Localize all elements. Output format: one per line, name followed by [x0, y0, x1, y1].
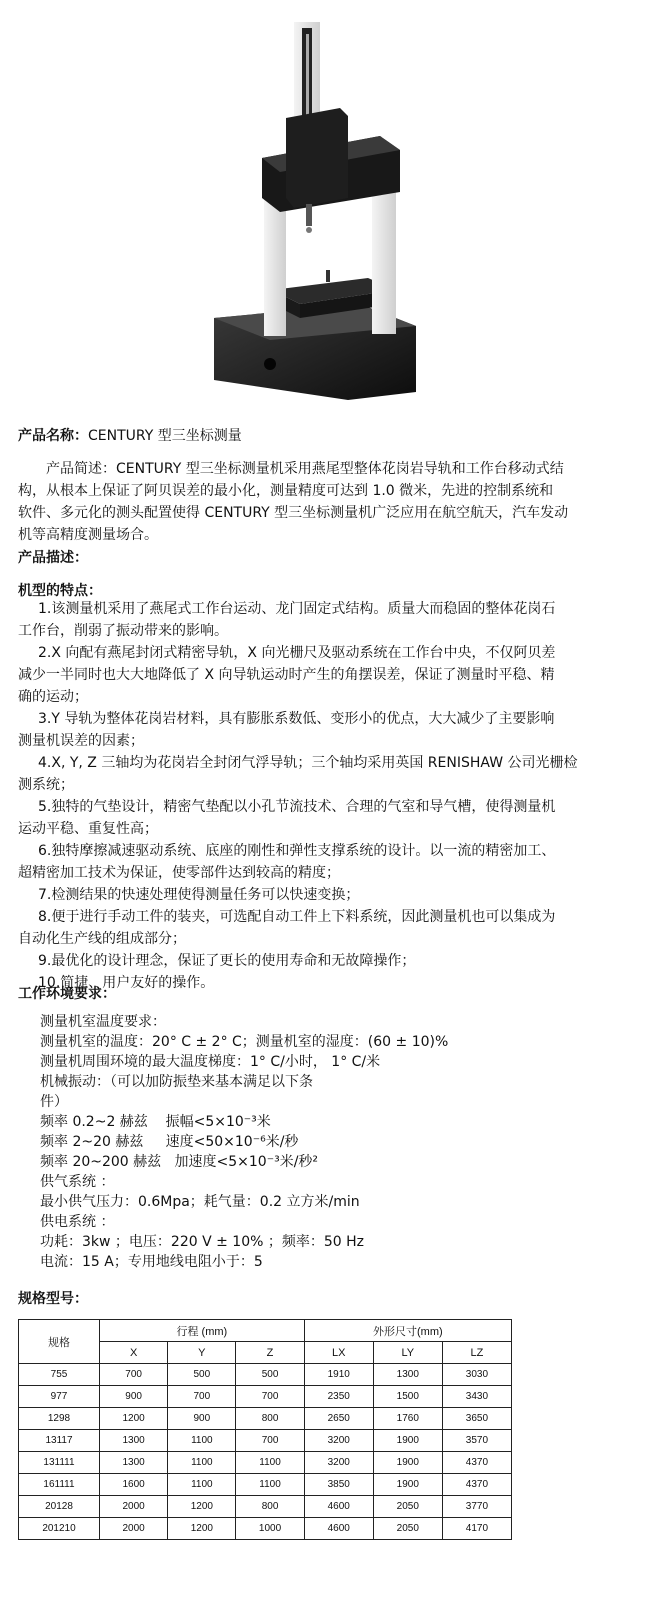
env-line: 测量机室的温度：20° C ± 2° C；测量机室的湿度：(60 ± 10)%	[40, 1034, 449, 1050]
table-cell: 1900	[373, 1430, 442, 1452]
env-line: 供气系统 ：	[40, 1174, 115, 1190]
env-line: 测量机室温度要求：	[40, 1014, 166, 1030]
table-cell: 4170	[442, 1518, 511, 1540]
table-cell: 1910	[304, 1364, 373, 1386]
feature-line: 2.X 向配有燕尾封闭式精密导轨，X 向光栅尺及驱动系统在工作台中央，不仅阿贝差	[38, 645, 556, 661]
table-cell: 900	[168, 1408, 236, 1430]
table-cell: 1100	[236, 1474, 304, 1496]
product-description-heading: 产品描述：	[18, 550, 88, 566]
environment-heading: 工作环境要求：	[18, 986, 116, 1002]
table-row	[19, 1518, 512, 1540]
col-header-model: 规格	[19, 1320, 100, 1364]
table-cell: 131111	[19, 1452, 100, 1474]
features-list	[18, 598, 630, 994]
env-line: 电流：15 A；专用地线电阻小于：5	[40, 1254, 263, 1270]
product-name-label: 产品名称：	[18, 428, 88, 444]
environment-list	[40, 1012, 448, 1272]
table-cell: 1760	[373, 1408, 442, 1430]
col-header-lx: LX	[304, 1342, 373, 1364]
feature-line: 工作台，削弱了振动带来的影响。	[18, 623, 228, 639]
table-cell: 977	[19, 1386, 100, 1408]
table-cell: 1200	[100, 1408, 168, 1430]
table-cell: 3200	[304, 1430, 373, 1452]
table-cell: 1300	[373, 1364, 442, 1386]
table-cell: 2350	[304, 1386, 373, 1408]
features-heading: 机型的特点：	[18, 583, 102, 599]
table-cell: 2050	[373, 1496, 442, 1518]
feature-line: 测量机误差的因素；	[18, 733, 144, 749]
feature-line: 运动平稳、重复性高；	[18, 821, 158, 837]
table-cell: 3430	[442, 1386, 511, 1408]
table-cell: 1100	[236, 1452, 304, 1474]
env-line: 机械振动：（可以加防振垫来基本满足以下条	[40, 1074, 313, 1090]
table-cell: 700	[236, 1386, 304, 1408]
env-line: 件）	[40, 1094, 68, 1110]
env-line: 频率 2~20 赫兹 速度<50×10⁻⁶米/秒	[40, 1134, 299, 1150]
table-cell: 1100	[168, 1452, 236, 1474]
table-cell: 1200	[168, 1496, 236, 1518]
table-row	[19, 1386, 512, 1408]
product-name-value: CENTURY 型三坐标测量	[88, 428, 242, 444]
table-row	[19, 1408, 512, 1430]
env-line: 功耗：3kw ；电压：220 V ± 10% ；频率：50 Hz	[40, 1234, 365, 1250]
feature-line: 7.检测结果的快速处理使得测量任务可以快速变换；	[38, 887, 360, 903]
feature-line: 6.独特摩擦减速驱动系统、底座的刚性和弹性支撑系统的设计。以一流的精密加工、	[38, 843, 556, 859]
table-row	[19, 1430, 512, 1452]
feature-line: 4.X, Y, Z 三轴均为花岗岩全封闭气浮导轨；三个轴均采用英国 RENISHAW 公司光栅检	[38, 755, 578, 771]
table-cell: 161111	[19, 1474, 100, 1496]
table-cell: 500	[236, 1364, 304, 1386]
table-cell: 3570	[442, 1430, 511, 1452]
feature-line: 9.最优化的设计理念，保证了更长的使用寿命和无故障操作；	[38, 953, 416, 969]
table-cell: 3200	[304, 1452, 373, 1474]
table-row	[19, 1364, 512, 1386]
table-cell: 3770	[442, 1496, 511, 1518]
table-row	[19, 1452, 512, 1474]
env-line: 供电系统 ：	[40, 1214, 115, 1230]
table-cell: 3850	[304, 1474, 373, 1496]
table-cell: 1300	[100, 1452, 168, 1474]
table-cell: 700	[168, 1386, 236, 1408]
table-cell: 1200	[168, 1518, 236, 1540]
table-cell: 900	[100, 1386, 168, 1408]
table-cell: 2050	[373, 1518, 442, 1540]
feature-line: 确的运动；	[18, 689, 88, 705]
env-line: 频率 20~200 赫兹 加速度<5×10⁻³米/秒²	[40, 1154, 319, 1170]
table-cell: 2000	[100, 1496, 168, 1518]
env-line: 最小供气压力：0.6Mpa；耗气量：0.2 立方米/min	[40, 1194, 360, 1210]
env-line: 测量机周围环境的最大温度梯度：1° C/小时， 1° C/米	[40, 1054, 381, 1070]
table-row	[19, 1496, 512, 1518]
feature-line: 超精密加工技术为保证，使零部件达到较高的精度；	[18, 865, 340, 881]
table-cell: 20128	[19, 1496, 100, 1518]
table-cell: 3030	[442, 1364, 511, 1386]
summary-line: 软件、多元化的测头配置使得 CENTURY 型三坐标测量机广泛应用在航空航天，汽车发动	[18, 505, 569, 521]
table-cell: 700	[100, 1364, 168, 1386]
table-cell: 1500	[373, 1386, 442, 1408]
table-cell: 2650	[304, 1408, 373, 1430]
spec-table	[18, 1319, 512, 1540]
product-name-line	[18, 425, 242, 447]
feature-line: 1.该测量机采用了燕尾式工作台运动、龙门固定式结构。质量大而稳固的整体花岗石	[38, 601, 556, 617]
feature-line: 3.Y 导轨为整体花岗岩材料，具有膨胀系数低、变形小的优点，大大减少了主要影响	[38, 711, 555, 727]
table-cell: 1000	[236, 1518, 304, 1540]
table-cell: 1300	[100, 1430, 168, 1452]
col-header-x: X	[100, 1342, 168, 1364]
table-cell: 4600	[304, 1518, 373, 1540]
product-summary	[18, 458, 630, 546]
table-cell: 1298	[19, 1408, 100, 1430]
col-header-z: Z	[236, 1342, 304, 1364]
table-cell: 4370	[442, 1474, 511, 1496]
group-header-dimensions: 外形尺寸(mm)	[304, 1320, 511, 1342]
feature-line: 自动化生产线的组成部分；	[18, 931, 186, 947]
feature-line: 测系统；	[18, 777, 74, 793]
summary-line: 机等高精度测量场合。	[18, 527, 158, 543]
col-header-lz: LZ	[442, 1342, 511, 1364]
spec-heading: 规格型号：	[18, 1291, 88, 1307]
feature-line: 减少一半同时也大大地降低了 X 向导轨运动时产生的角摆误差，保证了测量时平稳、精	[18, 667, 555, 683]
cmm-machine-image	[200, 8, 430, 408]
table-cell: 1100	[168, 1430, 236, 1452]
table-cell: 700	[236, 1430, 304, 1452]
table-cell: 1900	[373, 1452, 442, 1474]
table-cell: 1900	[373, 1474, 442, 1496]
table-cell: 13117	[19, 1430, 100, 1452]
table-cell: 2000	[100, 1518, 168, 1540]
table-row	[19, 1474, 512, 1496]
feature-line: 10.简捷、用户友好的操作。	[38, 975, 215, 991]
table-cell: 500	[168, 1364, 236, 1386]
table-cell: 3650	[442, 1408, 511, 1430]
feature-line: 5.独特的气垫设计，精密气垫配以小孔节流技术、合理的气室和导气槽，使得测量机	[38, 799, 556, 815]
table-cell: 201210	[19, 1518, 100, 1540]
table-cell: 4370	[442, 1452, 511, 1474]
col-header-y: Y	[168, 1342, 236, 1364]
table-cell: 1100	[168, 1474, 236, 1496]
col-header-ly: LY	[373, 1342, 442, 1364]
group-header-travel: 行程 (mm)	[100, 1320, 305, 1342]
feature-line: 8.便于进行手动工件的装夹，可选配自动工件上下料系统，因此测量机也可以集成为	[38, 909, 556, 925]
table-cell: 800	[236, 1496, 304, 1518]
table-cell: 4600	[304, 1496, 373, 1518]
table-cell: 755	[19, 1364, 100, 1386]
summary-line: 产品简述：CENTURY 型三坐标测量机采用燕尾型整体花岗岩导轨和工作台移动式结	[46, 461, 564, 477]
table-cell: 800	[236, 1408, 304, 1430]
table-cell: 1600	[100, 1474, 168, 1496]
summary-line: 构，从根本上保证了阿贝误差的最小化，测量精度可达到 1.0 微米，先进的控制系统和	[18, 483, 554, 499]
env-line: 频率 0.2~2 赫兹 振幅<5×10⁻³米	[40, 1114, 271, 1130]
